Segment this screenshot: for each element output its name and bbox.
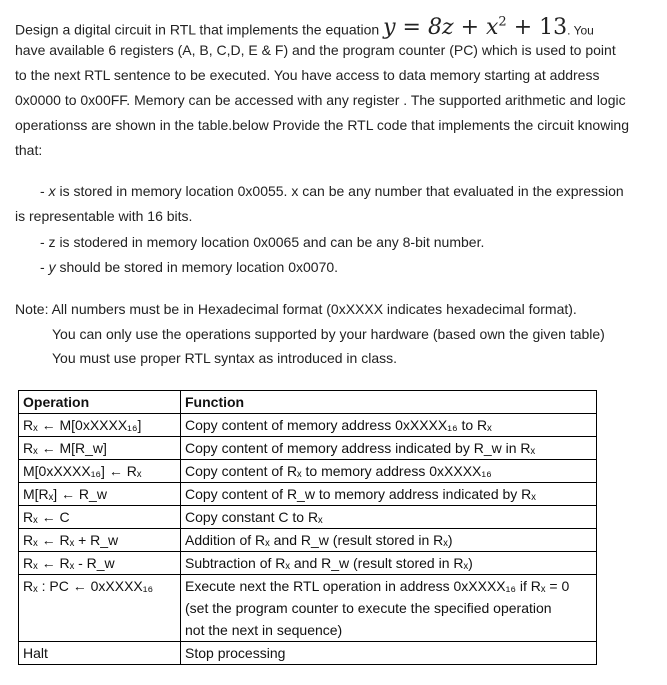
dash: - <box>40 259 49 275</box>
table-row <box>19 552 597 575</box>
note-line-1: Note: All numbers must be in Hexadecimal format (0xXXXX indicates hexadecimal format). <box>15 301 577 317</box>
table-row <box>19 642 597 665</box>
condition-z: - z is stodered in memory location 0x0065 and can be any 8-bit number. <box>40 234 485 250</box>
eq-equals: = <box>402 15 421 41</box>
note-line-2: You can only use the operations supported by your hardware (based own the given table) <box>52 326 605 342</box>
fn-line: Execute next the RTL operation in address 0xXXXX₁₆ if Rₓ = 0 <box>185 578 570 594</box>
table-row <box>19 575 597 642</box>
header-function: Function <box>181 391 597 414</box>
intro-line-5: operationss are shown in the table.below Provide the RTL code that implements the circuit knowing <box>15 117 630 133</box>
op-cell: Rₓ ← Rₓ + R_w <box>19 529 181 552</box>
op-cell: Rₓ : PC ← 0xXXXX₁₆ <box>19 575 181 642</box>
table-row <box>19 506 597 529</box>
intro-text-after-eq: . You <box>567 23 594 38</box>
eq-term2-base: x <box>486 15 499 41</box>
eq-constant: 13 <box>539 15 568 41</box>
header-operation: Operation <box>19 391 181 414</box>
fn-cell: Copy constant C to Rₓ <box>181 506 597 529</box>
operations-table <box>18 390 597 665</box>
condition-x <box>40 181 624 201</box>
table-row <box>19 529 597 552</box>
intro-line-1 <box>15 8 665 41</box>
table-row <box>19 483 597 506</box>
op-cell: Rₓ ← M[R_w] <box>19 437 181 460</box>
fn-cell: Subtraction of Rₓ and R_w (result stored in Rₓ) <box>181 552 597 575</box>
fn-cell: Copy content of memory address 0xXXXX₁₆ to Rₓ <box>181 414 597 437</box>
table-row <box>19 460 597 483</box>
intro-text: Design a digital circuit in RTL that implements the equation <box>15 21 380 38</box>
eq-plus-1: + <box>460 15 479 41</box>
fn-cell: Copy content of R_w to memory address indicated by Rₓ <box>181 483 597 506</box>
condition-x-text: is stored in memory location 0x0055. x can be any number that evaluated in the expression <box>55 183 624 199</box>
fn-line: not the next in sequence) <box>185 622 343 638</box>
intro-line-6: that: <box>15 142 43 158</box>
op-cell: M[0xXXXX₁₆] ← Rₓ <box>19 460 181 483</box>
condition-y <box>40 257 338 277</box>
op-cell: Halt <box>19 642 181 665</box>
fn-cell: Stop processing <box>181 642 597 665</box>
eq-term2-exponent: 2 <box>498 15 507 30</box>
op-cell: Rₓ ← Rₓ - R_w <box>19 552 181 575</box>
intro-line-4: 0x0000 to 0x00FF. Memory can be accessed with any register . The supported arithmetic and logic <box>15 92 626 108</box>
dash: - <box>40 183 49 199</box>
fn-line: (set the program counter to execute the specified operation <box>185 600 552 616</box>
var-x: x <box>48 183 56 199</box>
fn-cell: Copy content of memory address indicated by R_w in Rₓ <box>181 437 597 460</box>
condition-y-text: should be stored in memory location 0x0070. <box>55 259 339 275</box>
var-y: y <box>48 259 56 275</box>
note-line-3: You must use proper RTL syntax as introduced in class. <box>52 350 397 366</box>
eq-lhs: y <box>383 15 396 41</box>
op-cell: Rₓ ← M[0xXXXX₁₆] <box>19 414 181 437</box>
fn-cell-multiline <box>181 575 597 642</box>
fn-cell: Addition of Rₓ and R_w (result stored in Rₓ) <box>181 529 597 552</box>
op-cell: M[Rₓ] ← R_w <box>19 483 181 506</box>
table-header-row <box>19 391 597 414</box>
table-row <box>19 437 597 460</box>
intro-line-2: have available 6 registers (A, B, C,D, E & F) and the program counter (PC) which is used to point <box>15 42 616 58</box>
intro-paragraph <box>15 8 665 163</box>
intro-line-3: to the next RTL sentence to be executed. You have access to data memory starting at address <box>15 67 600 83</box>
eq-term1: 8z <box>427 15 454 41</box>
equation <box>383 15 567 40</box>
fn-cell: Copy content of Rₓ to memory address 0xXXXX₁₆ <box>181 460 597 483</box>
eq-plus-2: + <box>513 15 533 41</box>
condition-x-continued: is representable with 16 bits. <box>15 208 193 224</box>
op-cell: Rₓ ← C <box>19 506 181 529</box>
table-row <box>19 414 597 437</box>
